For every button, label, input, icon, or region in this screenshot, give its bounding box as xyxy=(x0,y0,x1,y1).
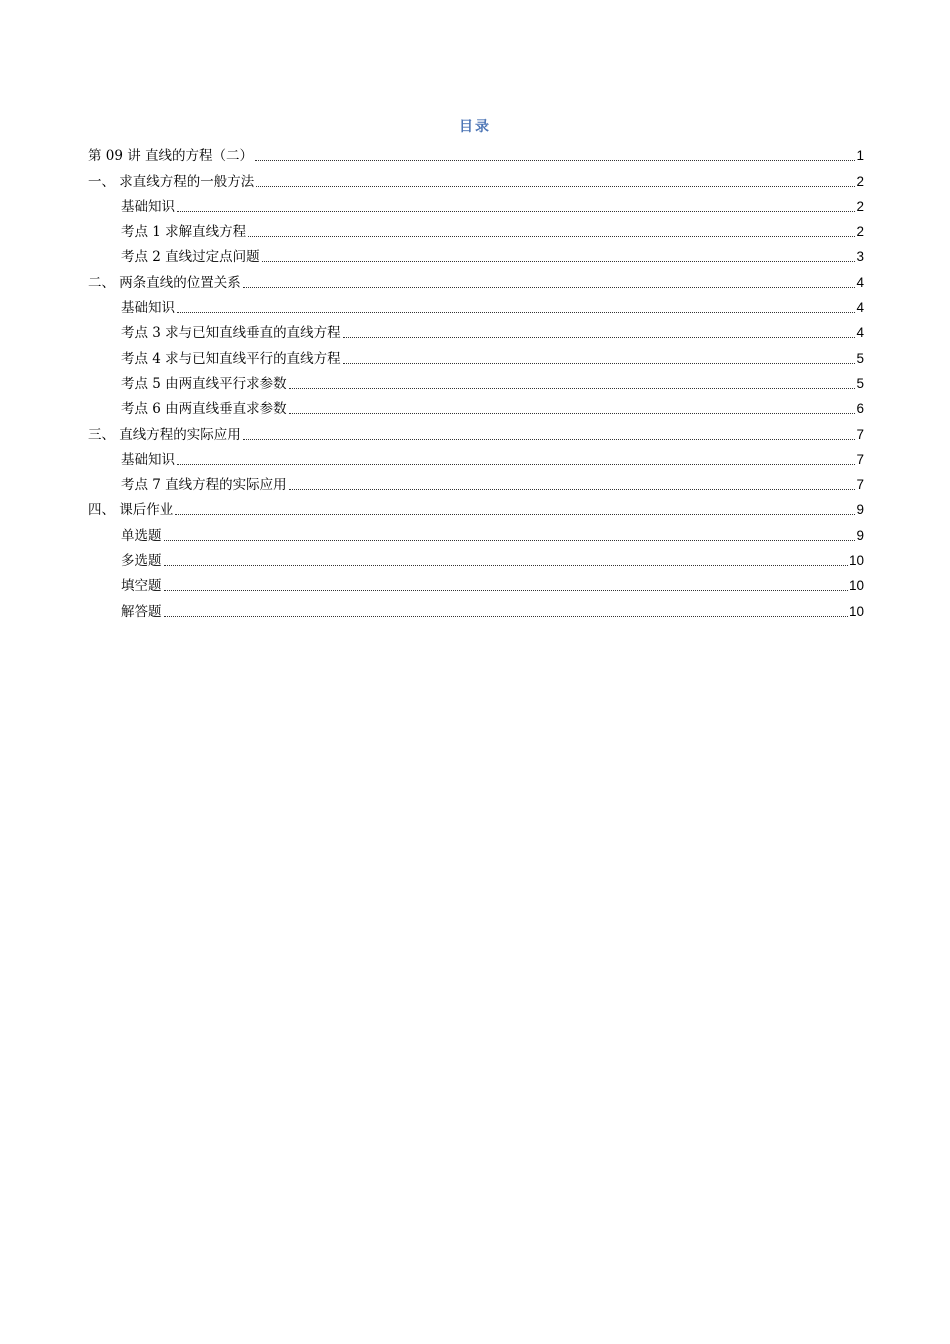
toc-entry-page: 2 xyxy=(856,198,864,214)
toc-entry-text: 考点 7 直线方程的实际应用 xyxy=(121,477,287,494)
toc-entry[interactable] xyxy=(88,546,864,571)
toc-dot-leader xyxy=(177,312,855,313)
toc-entry-text: 考点 5 由两直线平行求参数 xyxy=(121,375,287,392)
toc-entry[interactable] xyxy=(88,419,864,444)
toc-entry[interactable] xyxy=(88,141,864,166)
toc-entry-text: 解答题 xyxy=(121,603,162,620)
toc-entry-text: 二、 两条直线的位置关系 xyxy=(88,274,241,291)
toc-entry-text: 考点 6 由两直线垂直求参数 xyxy=(121,401,287,418)
toc-dot-leader xyxy=(164,540,856,541)
toc-entry-text: 基础知识 xyxy=(121,300,175,317)
toc-entry[interactable] xyxy=(88,596,864,621)
toc-dot-leader xyxy=(164,616,848,617)
toc-entry-text: 第 09 讲 直线的方程（二） xyxy=(88,148,254,165)
toc-dot-leader xyxy=(175,514,855,515)
toc-entry-text: 一、 求直线方程的一般方法 xyxy=(88,173,255,190)
toc-entry[interactable] xyxy=(88,293,864,318)
toc-dot-leader xyxy=(289,388,856,389)
toc-entry-text: 填空题 xyxy=(121,578,162,595)
toc-entry[interactable] xyxy=(88,217,864,242)
toc-entry-page: 5 xyxy=(856,350,864,366)
toc-entry-text: 单选题 xyxy=(121,527,162,544)
toc-dot-leader xyxy=(243,287,856,288)
toc-dot-leader xyxy=(164,565,848,566)
toc-dot-leader xyxy=(243,439,856,440)
toc-entry-page: 2 xyxy=(856,173,864,189)
toc-entry-page: 7 xyxy=(856,477,864,493)
toc-entry[interactable] xyxy=(88,192,864,217)
toc-entry[interactable] xyxy=(88,267,864,292)
toc-entry[interactable] xyxy=(88,470,864,495)
toc-entry-page: 4 xyxy=(856,325,864,341)
toc-entry[interactable] xyxy=(88,242,864,267)
toc-dot-leader xyxy=(289,489,856,490)
toc-entry[interactable] xyxy=(88,343,864,368)
toc-entry-text: 考点 2 直线过定点问题 xyxy=(121,249,260,266)
toc-entry[interactable] xyxy=(88,318,864,343)
toc-entry[interactable] xyxy=(88,445,864,470)
toc-entry-page: 10 xyxy=(848,553,864,569)
toc-dot-leader xyxy=(262,261,856,262)
toc-dot-leader xyxy=(177,211,855,212)
toc-dot-leader xyxy=(343,337,856,338)
toc-entry[interactable] xyxy=(88,166,864,191)
toc-dot-leader xyxy=(256,186,855,187)
toc-entry[interactable] xyxy=(88,394,864,419)
toc-entry-page: 9 xyxy=(856,502,864,518)
toc-dot-leader xyxy=(255,160,855,161)
toc-entry-text: 考点 1 求解直线方程 xyxy=(121,224,247,241)
toc-list xyxy=(88,141,864,622)
toc-entry-page: 6 xyxy=(856,401,864,417)
toc-entry-page: 3 xyxy=(856,249,864,265)
toc-entry-page: 9 xyxy=(856,527,864,543)
toc-entry[interactable] xyxy=(88,571,864,596)
toc-entry-page: 10 xyxy=(848,578,864,594)
toc-entry-page: 7 xyxy=(856,426,864,442)
toc-entry-text: 基础知识 xyxy=(121,451,175,468)
toc-entry-page: 7 xyxy=(856,451,864,467)
toc-entry-page: 10 xyxy=(848,603,864,619)
toc-entry-text: 多选题 xyxy=(121,553,162,570)
toc-entry[interactable] xyxy=(88,520,864,545)
toc-entry-text: 考点 4 求与已知直线平行的直线方程 xyxy=(121,350,341,367)
toc-title: 目录 xyxy=(459,119,491,135)
toc-entry-page: 1 xyxy=(856,148,864,164)
toc-dot-leader xyxy=(177,464,855,465)
toc-entry[interactable] xyxy=(88,495,864,520)
toc-entry-page: 4 xyxy=(856,300,864,316)
toc-entry-page: 4 xyxy=(856,274,864,290)
toc-dot-leader xyxy=(164,590,848,591)
toc-dot-leader xyxy=(289,413,856,414)
toc-entry-text: 基础知识 xyxy=(121,198,175,215)
toc-entry-page: 5 xyxy=(856,375,864,391)
toc-entry-page: 2 xyxy=(856,224,864,240)
toc-entry-text: 四、 课后作业 xyxy=(88,502,174,519)
toc-dot-leader xyxy=(343,363,856,364)
toc-dot-leader xyxy=(248,236,855,237)
toc-entry[interactable] xyxy=(88,369,864,394)
toc-entry-text: 考点 3 求与已知直线垂直的直线方程 xyxy=(121,325,341,342)
toc-entry-text: 三、 直线方程的实际应用 xyxy=(88,426,241,443)
